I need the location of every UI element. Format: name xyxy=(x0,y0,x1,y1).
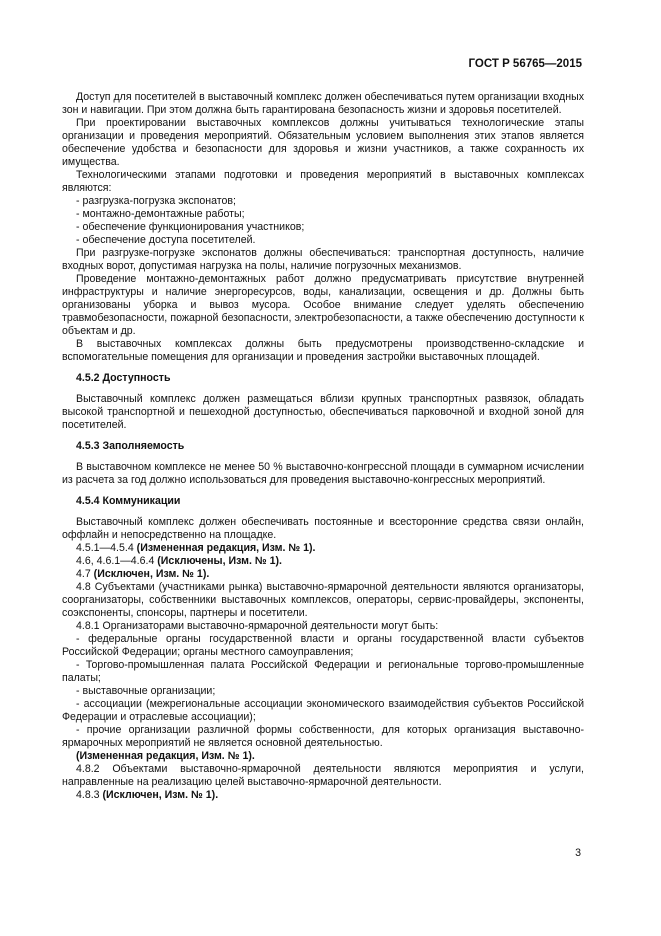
clause-number: 4.8.3 xyxy=(76,789,103,801)
list-item: - обеспечение функционирования участников; xyxy=(76,221,305,233)
list-item: - обеспечение доступа посетителей. xyxy=(76,234,256,246)
section-heading: 4.5.2 Доступность xyxy=(76,372,171,384)
document-code: ГОСТ Р 56765—2015 xyxy=(468,58,582,70)
clause-number: 4.5.1—4.5.4 xyxy=(76,542,137,554)
list-item: - монтажно-демонтажные работы; xyxy=(76,208,245,220)
paragraph: В выставочных комплексах должны быть предусмотрены производственно-складские и вспомогательные помещения для организации и проведения застройки выставочных площадей. xyxy=(62,338,584,363)
paragraph: В выставочном комплексе не менее 50 % выставочно-конгрессной площади в суммарном исчислении из расчета за год должно использоваться для проведения выставочно-конгрессных мероприятий. xyxy=(62,461,584,486)
paragraph: Доступ для посетителей в выставочный комплекс должен обеспечиваться путем организации входных зон и навигации. При этом должна быть гарантирована безопасность жизни и здоровья посетителей. xyxy=(62,91,584,116)
paragraph: При разгрузке-погрузке экспонатов должны обеспечиваться: транспортная доступность, наличие входных ворот, допустимая нагрузка на полы, наличие погрузочных механизмов. xyxy=(62,247,584,272)
paragraph: Технологическими этапами подготовки и проведения мероприятий в выставочных комплексах являются: xyxy=(62,169,584,194)
page-body xyxy=(62,91,584,802)
amendment-line xyxy=(62,568,584,581)
amendment-note: (Исключен, Изм. № 1). xyxy=(102,789,219,801)
list-item: - прочие организации различной формы собственности, для которых организация выставочно-ярмарочных мероприятий не является основной деятельностью. xyxy=(62,724,584,749)
list-item: - федеральные органы государственной власти и органы государственной власти субъектов Российской Федерации; органы местного самоуправления; xyxy=(62,633,584,658)
paragraph: 4.8.2 Объектами выставочно-ярмарочной деятельности являются мероприятия и услуги, направленные на реализацию целей выставочно-ярмарочной деятельности. xyxy=(62,763,584,788)
paragraph: 4.8 Субъектами (участниками рынка) выставочно-ярмарочной деятельности являются организаторы, соорганизаторы, собственники выставочных комплексов, операторы, сервис-провайдеры, экспоненты, соэкспоненты, спонсоры, партнеры и посетители. xyxy=(62,581,584,619)
amendment-note: (Исключен, Изм. № 1). xyxy=(93,568,210,580)
paragraph: Выставочный комплекс должен обеспечивать постоянные и всесторонние средства связи онлайн, оффлайн и непосредственно на площадке. xyxy=(62,516,584,541)
list-item: - разгрузка-погрузка экспонатов; xyxy=(76,195,236,207)
amendment-note: (Измененная редакция, Изм. № 1). xyxy=(136,542,316,554)
paragraph: 4.8.1 Организаторами выставочно-ярмарочной деятельности могут быть: xyxy=(76,620,439,632)
amendment-line xyxy=(62,542,584,555)
amendment-line xyxy=(62,789,584,802)
amendment-line xyxy=(62,750,584,763)
clause-number: 4.7 xyxy=(76,568,94,580)
page-number: 3 xyxy=(575,847,581,859)
list-item: - Торгово-промышленная палата Российской Федерации и региональные торгово-промышленные палаты; xyxy=(62,659,584,684)
paragraph: При проектировании выставочных комплексов должны учитываться технологические этапы организации и проведения мероприятий. Обязательным условием выполнения этих этапов является обеспечение удобства и безопасности для здоровья и жизни участников, а также сохранность их имущества. xyxy=(62,117,584,168)
section-heading: 4.5.3 Заполняемость xyxy=(76,440,185,452)
list-item: - ассоциации (межрегиональные ассоциации экономического взаимодействия субъектов Российской Федерации и отраслевые ассоциации); xyxy=(62,698,584,723)
amendment-note: (Измененная редакция, Изм. № 1). xyxy=(76,750,255,762)
amendment-line xyxy=(62,555,584,568)
paragraph: Проведение монтажно-демонтажных работ должно предусматривать присутствие внутренней инфраструктуры и наличие энергоресурсов, воды, канализации, освещения и др. Должны быть организованы уборка и вывоз мусора. Особое внимание следует уделять обеспечению травмобезопасности, пожарной безопасности, электробезопасности, а также обеспечению доступности к объектам и др. xyxy=(62,273,584,337)
section-heading: 4.5.4 Коммуникации xyxy=(76,495,181,507)
amendment-note: (Исключены, Изм. № 1). xyxy=(157,555,282,567)
paragraph: Выставочный комплекс должен размещаться вблизи крупных транспортных развязок, обладать высокой транспортной и пешеходной доступностью, обеспечиваться парковочной и входной зоной для посетителей. xyxy=(62,393,584,431)
clause-number: 4.6, 4.6.1—4.6.4 xyxy=(76,555,158,567)
list-item: - выставочные организации; xyxy=(76,685,216,697)
